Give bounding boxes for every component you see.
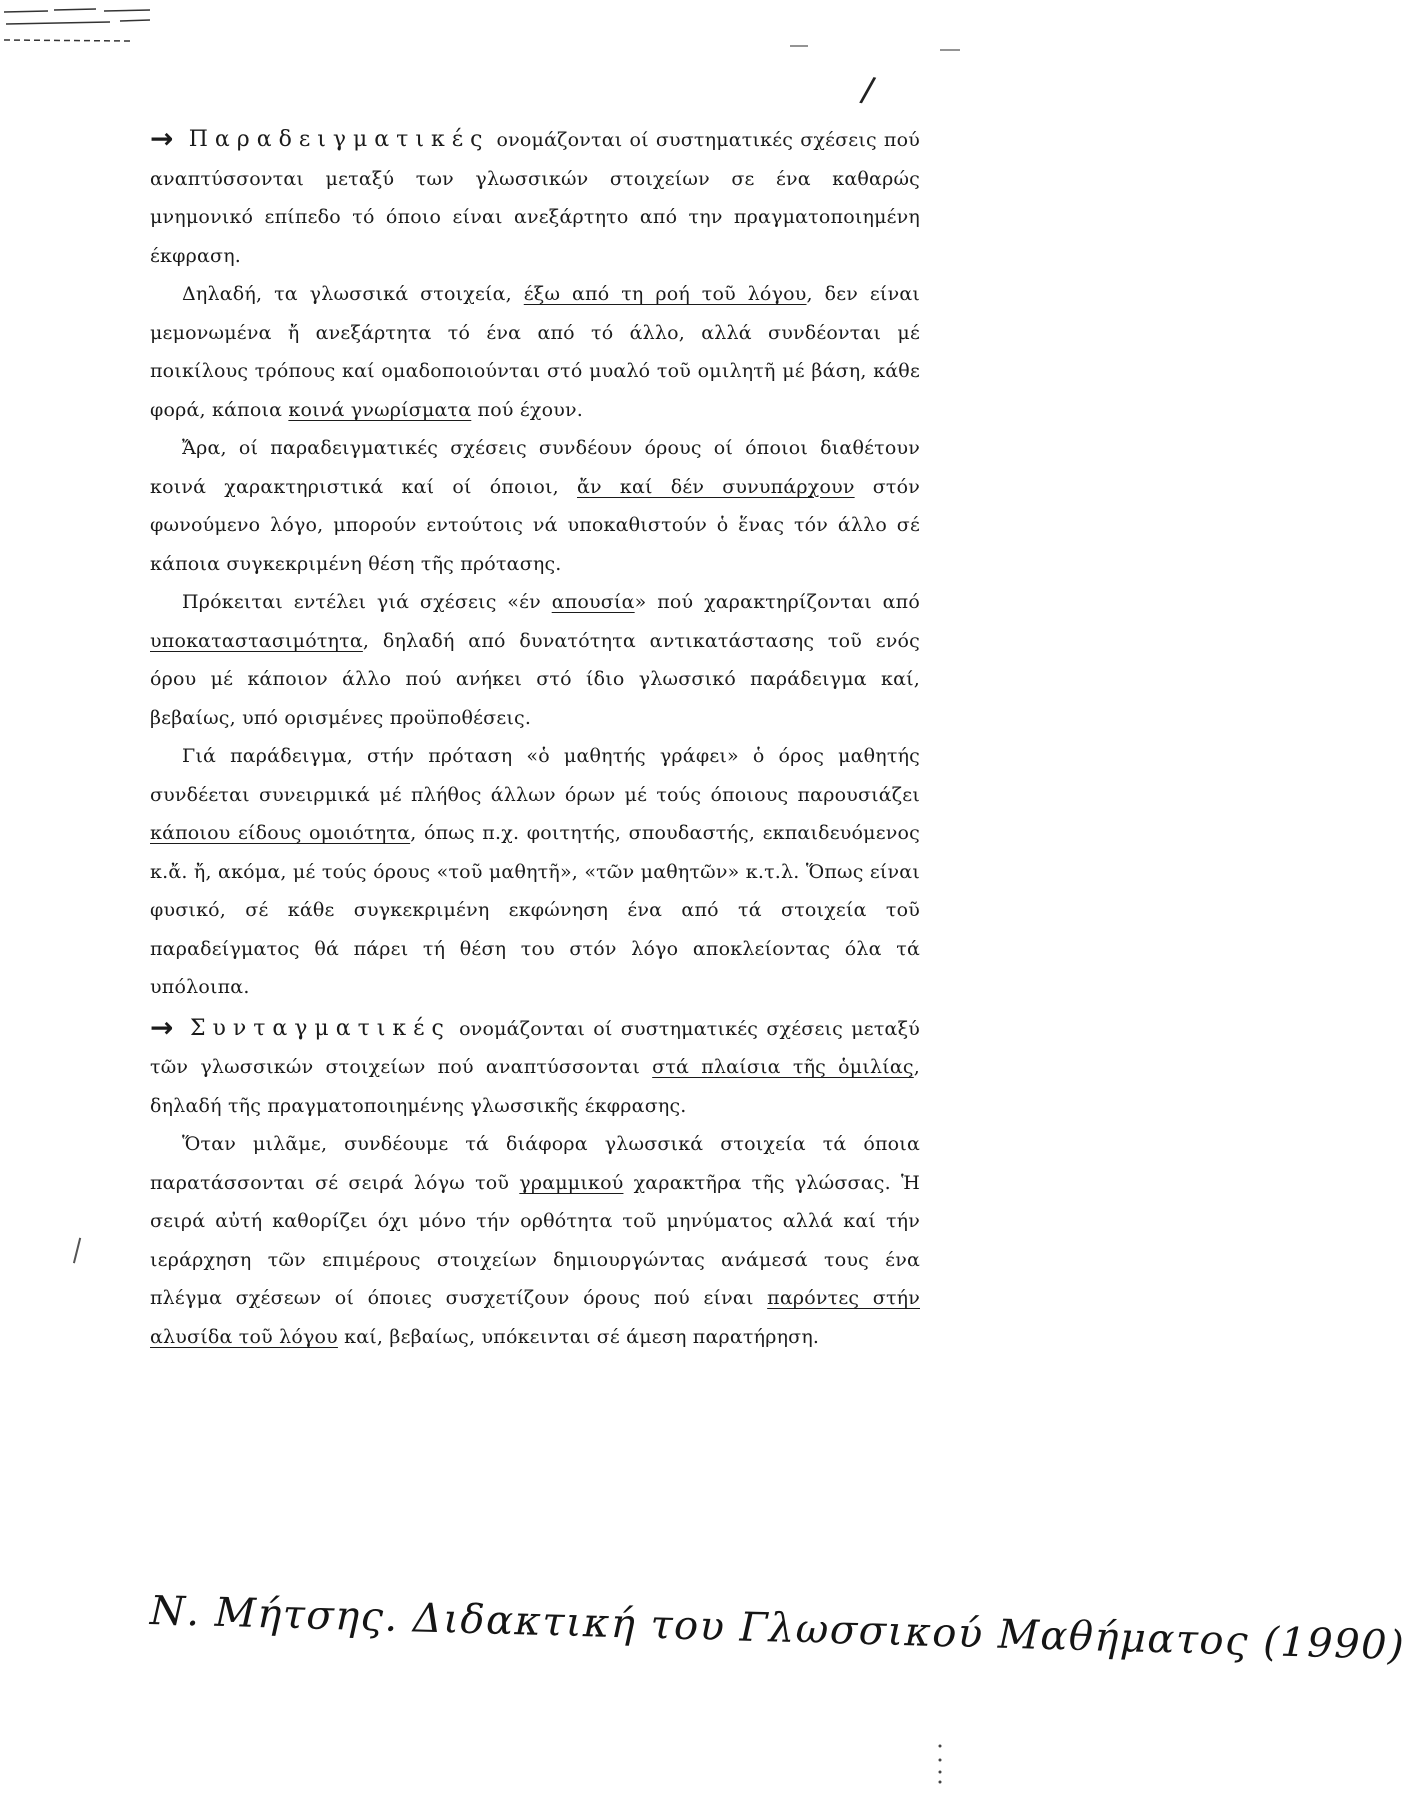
- underlined-phrase: υποκαταστασιμότητα: [150, 629, 363, 652]
- text-segment: , δηλαδή από δυνατότητα αντικατάστασης τοῦ ενός όρου μέ κάποιον άλλο πού ανήκει στό ίδιο γλωσσικό παράδειγμα καί, βεβαίως, υπό ορισμένες προϋποθέσεις.: [150, 629, 920, 729]
- handwritten-citation: Ν. Μήτσης. Διδακτική του Γλωσσικού Μαθήματος (1990): [149, 1588, 1406, 1670]
- scan-header-noise: [0, 0, 170, 52]
- paragraph-4: [150, 583, 920, 737]
- text-segment: Δηλαδή, τα γλωσσικά στοιχεία,: [182, 283, 524, 305]
- underlined-phrase: έξω από τη ροή τοῦ λόγου: [523, 283, 807, 305]
- term-paradigmatic: Παραδειγματικές: [188, 127, 490, 152]
- scan-speck: [790, 38, 970, 58]
- text-segment: , δηλαδή τῆς πραγματοποιημένης γλωσσικῆς έκφρασης.: [150, 1056, 921, 1117]
- text-segment: Γιά παράδειγμα, στήν πρόταση «ὁ μαθητής γράφει» ὁ όρος μαθητής συνδέεται συνειρμικά μέ πλήθος άλλων όρων μέ τούς όποιους παρουσιάζει: [150, 745, 920, 806]
- text-segment: , δεν είναι μεμονωμένα ἤ ανεξάρτητα τό ένα από τό άλλο, αλλά συνδέονται μέ ποικίλους τρόπους καί ομαδοποιούνται στό μυαλό τοῦ ομιλητῆ μέ βάση, κάθε φορά, κάποια: [150, 283, 920, 421]
- text-segment: στόν φωνούμενο λόγο, μπορούν εντούτοις νά υποκαθιστούν ὁ ἕνας τόν άλλο σέ κάποια συγκεκριμένη θέση τῆς πρότασης.: [150, 475, 920, 575]
- text-segment: , όπως π.χ. φοιτητής, σπουδαστής, εκπαιδευόμενος κ.ἄ. ἤ, ακόμα, μέ τούς όρους «τοῦ μαθητῆ», «τῶν μαθητῶν» κ.τ.λ. Ὅπως είναι φυσικό, σέ κάθε συγκεκριμένη εκφώνηση ένα από τά στοιχεία τοῦ παραδείγματος θά πάρει τή θέση του στόν λόγο αποκλείοντας όλα τά υπόλοιπα.: [150, 822, 920, 998]
- underlined-phrase: παρόντες στήν αλυσίδα τοῦ λόγου: [150, 1287, 920, 1348]
- text-segment: πού έχουν.: [471, 398, 583, 421]
- underlined-phrase: κοινά γνωρίσματα: [288, 398, 472, 421]
- page-mark: /: [857, 69, 878, 111]
- margin-mark: [73, 1238, 85, 1265]
- paragraph-7: [150, 1125, 920, 1356]
- underlined-phrase: ἄν καί δέν συνυπάρχουν: [577, 475, 855, 498]
- paragraph-2: [150, 275, 920, 429]
- paragraph-paradigmatic: [150, 118, 920, 275]
- paragraph-5: [150, 737, 920, 1007]
- text-segment: » πού χαρακτηρίζονται από: [634, 591, 920, 613]
- body-text: [150, 118, 920, 1356]
- text-segment: ονομάζονται οί συστηματικές σχέσεις μεταξύ τῶν γλωσσικών στοιχείων πού αναπτύσσονται: [150, 1017, 920, 1078]
- term-syntagmatic: Συνταγματικές: [189, 1015, 451, 1041]
- underlined-phrase: απουσία: [551, 591, 635, 613]
- text-segment: καί, βεβαίως, υπόκεινται σέ άμεση παρατήρηση.: [337, 1325, 820, 1348]
- paragraph-text: ονομάζονται οί συστηματικές σχέσεις πού αναπτύσσονται μεταξύ των γλωσσικών στοιχείων σε ένα καθαρώς μνημονικό επίπεδο τό όποιο είναι ανεξάρτητο από την πραγματοποιημένη έκφραση.: [150, 129, 920, 267]
- arrow-icon: →: [150, 1010, 174, 1044]
- arrow-icon: →: [150, 122, 174, 155]
- underlined-phrase: κάποιου είδους ομοιότητα: [150, 822, 411, 844]
- text-segment: χαρακτῆρα τῆς γλώσσας. Ἡ σειρά αὐτή καθορίζει όχι μόνο τήν ορθότητα τοῦ μηνύματος αλλά καί τήν ιεράρχηση τῶν επιμέρους στοιχείων δημιουργώντας ανάμεσά τους ένα πλέγμα σχέσεων οί όποιες συσχετίζουν όρους πού είναι: [150, 1171, 920, 1309]
- underlined-phrase: στά πλαίσια τῆς ὁμιλίας: [652, 1056, 914, 1078]
- underlined-phrase: γραμμικού: [519, 1171, 624, 1194]
- text-segment: Πρόκειται εντέλει γιά σχέσεις «έν: [182, 591, 552, 613]
- scan-speck: [936, 1742, 944, 1786]
- paragraph-syntagmatic: [150, 1007, 920, 1126]
- text-segment: Ὅταν μιλᾶμε, συνδέουμε τά διάφορα γλωσσικά στοιχεία τά όποια παρατάσσονται σέ σειρά λόγω τοῦ: [150, 1133, 920, 1194]
- paragraph-3: [150, 429, 920, 583]
- text-segment: Ἄρα, οί παραδειγματικές σχέσεις συνδέουν όρους οί όποιοι διαθέτουν κοινά χαρακτηριστικά καί οί όποιοι,: [150, 437, 920, 498]
